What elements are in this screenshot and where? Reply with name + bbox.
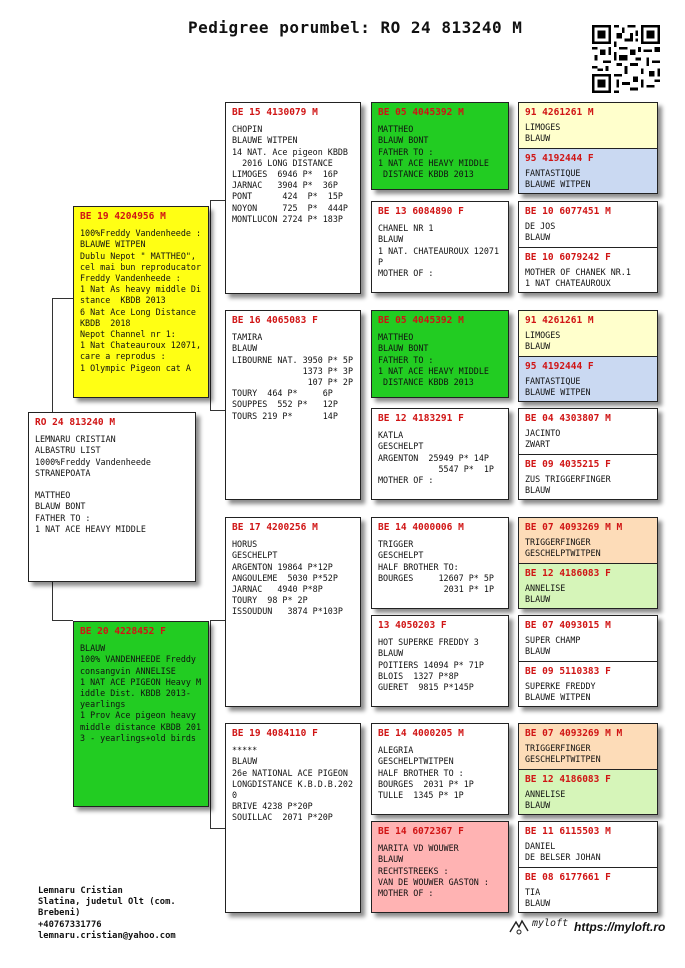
grandparent-ring: BE 16 4065083 F (232, 315, 318, 326)
sire-details: 100%Freddy Vandenheede : BLAUWE WITPEN Dublu Nepot " MATTHEO", cel mai bun reproducator Freddy Vandenheede : 1 Nat As heavy middle Di stance KBDB 2013 6 Nat Ace Long Distance KBDB 2018 Nepot Channel nr 1: 1 Nat Chateauroux 12071, care a reprodus : 1 Olympic Pigeon cat A (80, 228, 202, 373)
page-title: Pedigree porumbel: RO 24 813240 M (188, 18, 523, 37)
grandparent-card[interactable] (225, 310, 361, 500)
gen5-details: ANNELISE BLAUW (525, 789, 566, 811)
great-grandparent-details: ALEGRIA GESCHELPTWITPEN HALF BROTHER TO : BOURGES 2031 P* 1P TULLE 1345 P* 1P (378, 745, 474, 801)
gen5-ring: 91 4261261 M (525, 315, 594, 326)
gen5-pair-card[interactable] (518, 408, 658, 500)
gen5-details: FANTASTIQUE BLAUWE WITPEN (525, 168, 591, 190)
gen5-details: LIMOGES BLAUW (525, 122, 561, 144)
great-grandparent-details: HOT SUPERKE FREDDY 3 BLAUW POITIERS 14094 P* 71P BLOIS 1327 P*8P GUERET 9815 P*145P (378, 637, 484, 693)
gen5-ring: BE 12 4186083 F (525, 774, 611, 785)
gen5-ring: BE 08 6177661 F (525, 872, 611, 883)
gen5-sire (519, 311, 657, 357)
gen5-dam (519, 248, 657, 293)
gen5-sire (519, 724, 657, 770)
gen5-dam (519, 149, 657, 194)
connector-line (52, 620, 73, 621)
subject-card[interactable] (28, 412, 196, 582)
connector-line (210, 620, 211, 828)
connector-line (210, 828, 225, 829)
gen5-ring: BE 10 6079242 F (525, 252, 611, 263)
gen5-ring: BE 10 6077451 M (525, 206, 611, 217)
great-grandparent-card[interactable] (371, 517, 509, 609)
great-grandparent-ring: BE 14 6072367 F (378, 826, 464, 837)
grandparent-card[interactable] (225, 517, 361, 707)
gen5-ring: BE 12 4186083 F (525, 568, 611, 579)
great-grandparent-ring: BE 13 6084890 F (378, 206, 464, 217)
gen5-sire (519, 822, 657, 868)
grandparent-ring: BE 17 4200256 M (232, 522, 318, 533)
gen5-pair-card[interactable] (518, 615, 658, 707)
gen5-ring: 95 4192444 F (525, 361, 594, 372)
connector-line (52, 298, 53, 412)
connector-line (52, 580, 53, 620)
grandparent-ring: BE 15 4130079 M (232, 107, 318, 118)
grandparent-details: ***** BLAUW 26e NATIONAL ACE PIGEON LONGDISTANCE K.B.D.B.202 0 BRIVE 4238 P*20P SOUILLAC 2071 P*20P (232, 745, 354, 823)
great-grandparent-card[interactable] (371, 102, 509, 190)
gen5-details: TRIGGERFINGER GESCHELPTWITPEN (525, 537, 601, 559)
gen5-details: MOTHER OF CHANEK NR.1 1 NAT CHATEAUROUX (525, 267, 631, 289)
gen5-ring: BE 07 4093015 M (525, 620, 611, 631)
gen5-dam (519, 564, 657, 609)
gen5-details: ANNELISE BLAUW (525, 583, 566, 605)
gen5-dam (519, 455, 657, 500)
connector-line (210, 410, 225, 411)
connector-line (210, 620, 225, 621)
great-grandparent-card[interactable] (371, 723, 509, 815)
grandparent-card[interactable] (225, 723, 361, 913)
connector-line (52, 298, 73, 299)
gen5-sire (519, 103, 657, 149)
gen5-pair-card[interactable] (518, 310, 658, 402)
gen5-pair-card[interactable] (518, 821, 658, 913)
dam-ring: BE 20 4228452 F (80, 626, 166, 637)
grandparent-ring: BE 19 4084110 F (232, 728, 318, 739)
myloft-logo-icon (508, 918, 530, 936)
great-grandparent-ring: 13 4050203 F (378, 620, 447, 631)
gen5-dam (519, 662, 657, 707)
brand-name: myloft (532, 918, 569, 929)
great-grandparent-details: MATTHEO BLAUW BONT FATHER TO : 1 NAT ACE HEAVY MIDDLE DISTANCE KBDB 2013 (378, 332, 489, 388)
great-grandparent-ring: BE 05 4045392 M (378, 315, 464, 326)
great-grandparent-card[interactable] (371, 408, 509, 500)
great-grandparent-card[interactable] (371, 201, 509, 293)
grandparent-card[interactable] (225, 102, 361, 294)
gen5-pair-card[interactable] (518, 102, 658, 194)
great-grandparent-card[interactable] (371, 615, 509, 707)
gen5-details: SUPER CHAMP BLAUW (525, 635, 581, 657)
great-grandparent-ring: BE 12 4183291 F (378, 413, 464, 424)
great-grandparent-card[interactable] (371, 821, 509, 913)
gen5-details: LIMOGES BLAUW (525, 330, 561, 352)
owner-contact: Lemnaru Cristian Slatina, judetul Olt (com. Brebeni) +40767331776 lemnaru.cristian@yahoo.com (38, 886, 176, 941)
great-grandparent-ring: BE 05 4045392 M (378, 107, 464, 118)
gen5-details: TIA BLAUW (525, 887, 551, 909)
qr-code-icon (592, 25, 660, 93)
great-grandparent-details: KATLA GESCHELPT ARGENTON 25949 P* 14P 5547 P* 1P MOTHER OF : (378, 430, 494, 486)
sire-card[interactable] (73, 206, 209, 398)
gen5-pair-card[interactable] (518, 517, 658, 609)
gen5-sire (519, 409, 657, 455)
gen5-details: FANTASTIQUE BLAUWE WITPEN (525, 376, 591, 398)
gen5-details: DE JOS BLAUW (525, 221, 556, 243)
grandparent-details: TAMIRA BLAUW LIBOURNE NAT. 3950 P* 5P 1373 P* 3P 107 P* 2P TOURY 464 P* 6P SOUPPES 552 P* 12P TOURS 219 P* 14P (232, 332, 354, 421)
subject-details: LEMNARU CRISTIAN ALBASTRU LIST 1000%Freddy Vandenheede STRANEPOATA MATTHEO BLAUW BONT FATHER TO : 1 NAT ACE HEAVY MIDDLE (35, 434, 151, 534)
subject-ring: RO 24 813240 M (35, 417, 116, 428)
gen5-ring: BE 04 4303807 M (525, 413, 611, 424)
great-grandparent-details: CHANEL NR 1 BLAUW 1 NAT. CHATEAUROUX 12071 P MOTHER OF : (378, 223, 500, 279)
gen5-sire (519, 518, 657, 564)
gen5-details: JACINTO ZWART (525, 428, 561, 450)
dam-details: BLAUW 100% VANDENHEEDE Freddy consangvin ANNELISE 1 NAT ACE PIGEON Heavy M iddle Dist. KBDB 2013- yearlings 1 Prov Ace pigeon heavy middle distance KBDB 201 3 - yearlings+old birds (80, 643, 202, 743)
dam-card[interactable] (73, 621, 209, 807)
gen5-details: TRIGGERFINGER GESCHELPTWITPEN (525, 743, 601, 765)
gen5-sire (519, 616, 657, 662)
gen5-dam (519, 770, 657, 815)
great-grandparent-ring: BE 14 4000205 M (378, 728, 464, 739)
gen5-ring: BE 07 4093269 M M (525, 728, 623, 739)
grandparent-details: HORUS GESCHELPT ARGENTON 19864 P*12P ANGOULEME 5030 P*52P JARNAC 4940 P*8P TOURY 98 P* 2P ISSOUDUN 3874 P*103P (232, 539, 343, 617)
grandparent-details: CHOPIN BLAUWE WITPEN 14 NAT. Ace pigeon KBDB 2016 LONG DISTANCE LIMOGES 6946 P* 16P JARNAC 3904 P* 36P PONT 424 P* 15P NOYON 725 P* 444P MONTLUCON 2724 P* 183P (232, 124, 348, 224)
great-grandparent-details: MARITA VD WOUWER BLAUW RECHTSTREEKS : VAN DE WOUWER GASTON : MOTHER OF : (378, 843, 489, 899)
website-link[interactable]: https://myloft.ro (574, 920, 666, 934)
great-grandparent-card[interactable] (371, 310, 509, 398)
gen5-sire (519, 202, 657, 248)
connector-line (210, 200, 211, 410)
gen5-ring: 95 4192444 F (525, 153, 594, 164)
great-grandparent-ring: BE 14 4000006 M (378, 522, 464, 533)
great-grandparent-details: MATTHEO BLAUW BONT FATHER TO : 1 NAT ACE HEAVY MIDDLE DISTANCE KBDB 2013 (378, 124, 489, 180)
gen5-dam (519, 868, 657, 913)
gen5-details: DANIEL DE BELSER JOHAN (525, 841, 601, 863)
gen5-pair-card[interactable] (518, 201, 658, 293)
gen5-ring: BE 07 4093269 M M (525, 522, 623, 533)
gen5-ring: BE 09 5110383 F (525, 666, 611, 677)
sire-ring: BE 19 4204956 M (80, 211, 166, 222)
gen5-details: SUPERKE FREDDY BLAUWE WITPEN (525, 681, 596, 703)
gen5-ring: BE 11 6115503 M (525, 826, 611, 837)
gen5-pair-card[interactable] (518, 723, 658, 815)
connector-line (210, 200, 225, 201)
gen5-ring: 91 4261261 M (525, 107, 594, 118)
great-grandparent-details: TRIGGER GESCHELPT HALF BROTHER TO: BOURGES 12607 P* 5P 2031 P* 1P (378, 539, 494, 595)
gen5-ring: BE 09 4035215 F (525, 459, 611, 470)
gen5-dam (519, 357, 657, 402)
gen5-details: ZUS TRIGGERFINGER BLAUW (525, 474, 611, 496)
